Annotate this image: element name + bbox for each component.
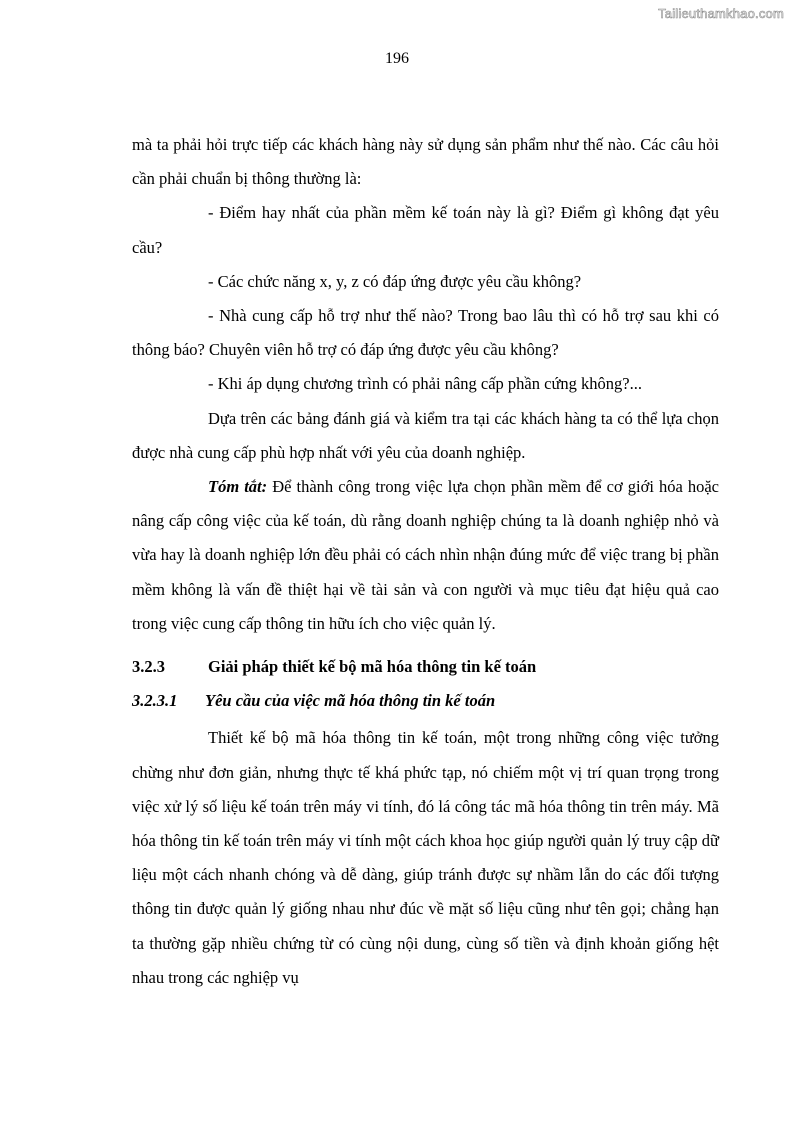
section-title: Giải pháp thiết kế bộ mã hóa thông tin kế toán (208, 657, 537, 677)
page-number: 196 (385, 50, 409, 67)
subsection-title: Yêu cầu của việc mã hóa thông tin kế toán (205, 691, 496, 711)
subsection-number: 3.2.3.1 (132, 691, 178, 711)
question-item: - Nhà cung cấp hỗ trợ như thế nào? Trong bao lâu thì có hỗ trợ sau khi có thông báo? Chuyên viên hỗ trợ có đáp ứng được yêu cầu không? (132, 306, 719, 360)
question-item: - Khi áp dụng chương trình có phải nâng cấp phần cứng không?... (208, 374, 642, 394)
paragraph-conclusion: Dựa trên các bảng đánh giá và kiểm tra tại các khách hàng ta có thể lựa chọn được nhà cung cấp phù hợp nhất với yêu của doanh nghiệp. (132, 408, 719, 462)
section-number: 3.2.3 (132, 657, 165, 677)
question-item: - Điểm hay nhất của phần mềm kế toán này là gì? Điểm gì không đạt yêu cầu? (132, 203, 719, 257)
summary-text: Để thành công trong việc lựa chọn phần mềm để cơ giới hóa hoặc nâng cấp công việc của kế toán, dù rằng doanh nghiệp chúng ta là doanh nghiệp nhỏ và vừa hay là doanh nghiệp lớn đều phải có cách nhìn nhận đúng mức để việc trang bị phần mềm không là vấn đề thiệt hại về tài sản và con người và mục tiêu đạt hiệu quả cao trong việc cung cấp thông tin hữu ích cho việc quản lý. (132, 477, 719, 633)
paragraph-intro: mà ta phải hỏi trực tiếp các khách hàng này sử dụng sản phẩm như thế nào. Các câu hỏi cần phải chuẩn bị thông thường là: (132, 135, 719, 189)
question-item: - Các chức năng x, y, z có đáp ứng được yêu cầu không? (208, 271, 582, 291)
document-body (132, 128, 719, 995)
paragraph-summary (132, 470, 719, 641)
section-heading (132, 650, 719, 684)
paragraph-body: Thiết kế bộ mã hóa thông tin kế toán, một trong những công việc tưởng chừng như đơn giản, nhưng thực tế khá phức tạp, nó chiếm một vị trí quan trọng trong việc xử lý số liệu kế toán trên máy vi tính, đó lá công tác mã hóa thông tin trên máy. Mã hóa thông tin kế toán trên máy vi tính một cách khoa học giúp người quản lý truy cập dữ liệu một cách nhanh chóng và dễ dàng, giúp tránh được sự nhầm lẫn do các đối tượng thông tin được quản lý giống nhau như đúc về mặt số liệu cũng như tên gọi; chẳng hạn ta thường gặp nhiều chứng từ có cùng nội dung, cùng số tiền và định khoản giống hệt nhau trong các nghiệp vụ (132, 728, 719, 987)
watermark: Tailieuthamkhao.com (658, 6, 784, 21)
subsection-heading (132, 684, 719, 718)
summary-label: Tóm tắt: (208, 477, 268, 497)
